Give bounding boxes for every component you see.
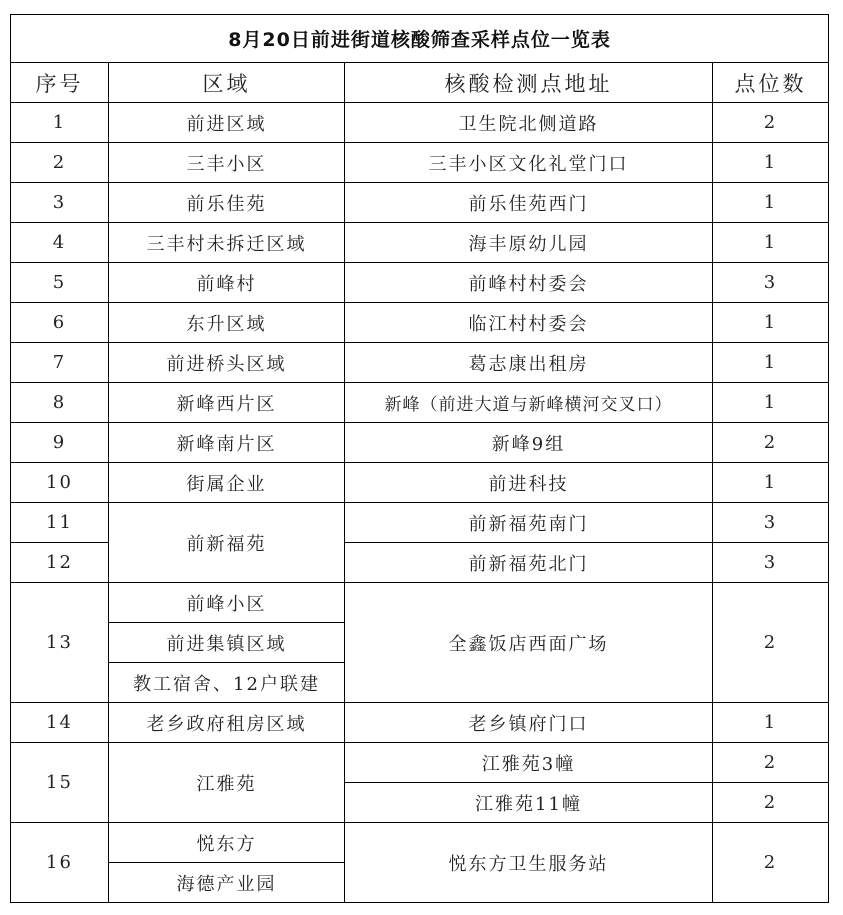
row-address: 江雅苑3幢	[345, 743, 713, 783]
row-no: 1	[11, 103, 109, 143]
table-row	[11, 183, 829, 223]
row-no: 15	[11, 743, 109, 823]
row-no: 9	[11, 423, 109, 463]
row-region: 东升区域	[109, 303, 345, 343]
row-region: 前乐佳苑	[109, 183, 345, 223]
row-no: 3	[11, 183, 109, 223]
table-row	[11, 743, 829, 783]
table-row	[11, 423, 829, 463]
row-address: 前新福苑北门	[345, 543, 713, 583]
table-row	[11, 103, 829, 143]
sampling-points-sheet	[10, 14, 828, 902]
table-row	[11, 583, 829, 623]
row-region: 三丰小区	[109, 143, 345, 183]
row-no: 7	[11, 343, 109, 383]
row-address: 新峰（前进大道与新峰横河交叉口）	[345, 383, 713, 423]
row-address: 葛志康出租房	[345, 343, 713, 383]
row-count: 1	[713, 343, 829, 383]
row-count: 1	[713, 183, 829, 223]
row-region: 新峰南片区	[109, 423, 345, 463]
header-region: 区域	[109, 63, 345, 103]
row-region: 前峰村	[109, 263, 345, 303]
row-region: 前峰小区	[109, 583, 345, 623]
row-region: 海德产业园	[109, 863, 345, 903]
row-address: 江雅苑11幢	[345, 783, 713, 823]
row-no: 6	[11, 303, 109, 343]
row-region: 前进区域	[109, 103, 345, 143]
row-address: 临江村村委会	[345, 303, 713, 343]
row-count: 1	[713, 223, 829, 263]
row-count: 2	[713, 583, 829, 703]
row-address: 全鑫饭店西面广场	[345, 583, 713, 703]
header-address: 核酸检测点地址	[345, 63, 713, 103]
row-count: 2	[713, 823, 829, 903]
header-row	[11, 63, 829, 103]
row-address: 前进科技	[345, 463, 713, 503]
row-count: 1	[713, 383, 829, 423]
row-count: 3	[713, 543, 829, 583]
row-address: 悦东方卫生服务站	[345, 823, 713, 903]
table-title: 8月20日前进街道核酸筛查采样点位一览表	[11, 15, 829, 63]
row-count: 1	[713, 303, 829, 343]
row-no: 11	[11, 503, 109, 543]
row-region: 江雅苑	[109, 743, 345, 823]
row-address: 前新福苑南门	[345, 503, 713, 543]
table-row	[11, 703, 829, 743]
row-region: 前进桥头区域	[109, 343, 345, 383]
row-region: 老乡政府租房区域	[109, 703, 345, 743]
row-count: 2	[713, 103, 829, 143]
row-count: 1	[713, 703, 829, 743]
row-no: 12	[11, 543, 109, 583]
row-count: 2	[713, 743, 829, 783]
header-count: 点位数	[713, 63, 829, 103]
row-no: 10	[11, 463, 109, 503]
row-address: 前乐佳苑西门	[345, 183, 713, 223]
row-no: 16	[11, 823, 109, 903]
row-region: 教工宿舍、12户联建	[109, 663, 345, 703]
row-no: 4	[11, 223, 109, 263]
sampling-points-table	[10, 14, 829, 903]
row-no: 2	[11, 143, 109, 183]
row-count: 1	[713, 143, 829, 183]
table-row	[11, 223, 829, 263]
row-address: 卫生院北侧道路	[345, 103, 713, 143]
row-region: 新峰西片区	[109, 383, 345, 423]
table-row	[11, 383, 829, 423]
row-no: 8	[11, 383, 109, 423]
row-address: 前峰村村委会	[345, 263, 713, 303]
row-count: 2	[713, 783, 829, 823]
row-region: 三丰村未拆迁区域	[109, 223, 345, 263]
header-no: 序号	[11, 63, 109, 103]
row-count: 3	[713, 503, 829, 543]
row-count: 1	[713, 463, 829, 503]
table-row	[11, 143, 829, 183]
table-row	[11, 503, 829, 543]
table-row	[11, 343, 829, 383]
row-no: 14	[11, 703, 109, 743]
table-row	[11, 463, 829, 503]
row-region: 前进集镇区域	[109, 623, 345, 663]
row-no: 13	[11, 583, 109, 703]
row-address: 老乡镇府门口	[345, 703, 713, 743]
row-address: 三丰小区文化礼堂门口	[345, 143, 713, 183]
table-row	[11, 303, 829, 343]
row-address: 新峰9组	[345, 423, 713, 463]
row-no: 5	[11, 263, 109, 303]
row-count: 2	[713, 423, 829, 463]
row-region: 悦东方	[109, 823, 345, 863]
row-region: 前新福苑	[109, 503, 345, 583]
row-address: 海丰原幼儿园	[345, 223, 713, 263]
row-count: 3	[713, 263, 829, 303]
table-row	[11, 263, 829, 303]
table-row	[11, 823, 829, 863]
row-region: 街属企业	[109, 463, 345, 503]
